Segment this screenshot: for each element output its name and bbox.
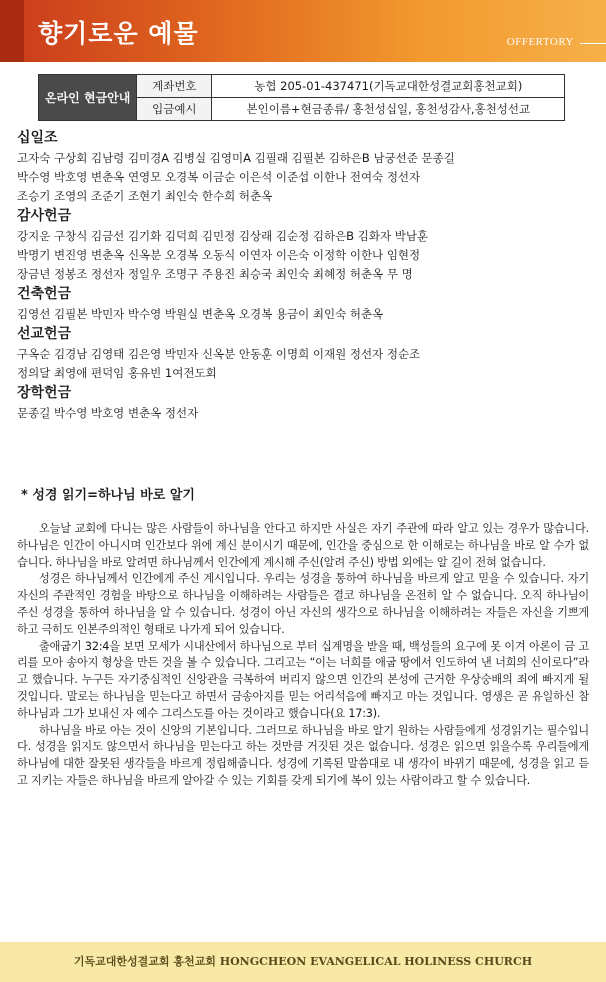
section-mission	[17, 324, 597, 382]
donor-line: 조승기 조영의 조준기 조현기 최인숙 한수희 허춘옥	[17, 189, 273, 203]
article-paragraph: 성경은 하나님께서 인간에게 주신 계시입니다. 우리는 성경을 통하여 하나님을 바르게 알고 믿을 수 있습니다. 자기 자신의 주관적인 경험을 바탕으로 하나님을 이해하려는 사람들은 결코 하나님을 온전히 알 수 없습니다. 오직 하나님이 주신 성경을 통하여 하나님을 알 수 있습니다. 성경이 아닌 자신의 생각으로 하나님을 이해하려는 자들은 자신을 기쁘게 하고 극히도 인본주의적인 형태로 나가게 되어 있습니다.	[17, 572, 589, 636]
page-title-english: OFFERTORY	[506, 36, 574, 48]
offering-sections	[17, 128, 597, 423]
account-number-label: 계좌번호	[137, 75, 212, 98]
church-name-footer: 기독교대한성결교회 홍천교회 HONGCHEON EVANGELICAL HOLINESS CHURCH	[73, 955, 533, 968]
donor-line: 문종길 박수영 박호영 변춘옥 정선자	[17, 406, 199, 420]
donor-line: 박명기 변진영 변춘옥 신옥분 오경복 오동식 이연자 이은숙 이정학 이한나 임현정	[17, 248, 421, 262]
article-paragraph: 출애굽기 32:4을 보면 모세가 시내산에서 하나님으로 부터 십계명을 받을 때, 백성들의 요구에 못 이겨 아론이 금 고리를 모아 송아지 형상을 만든 것을 볼 수 있습니다. 그리고는 “이는 너희를 애굽 땅에서 인도하여 낸 너희의 신이로다”라고 했습니다. 누구든 자기중심적인 신앙관을 극복하여 버리지 않으면 인간의 본성에 근거한 우상숭배의 죄에 빠지게 될 것입니다. 말로는 하나님을 믿는다고 하면서 금송아지를 믿는 어리석음에 빠지고 마는 것입니다. 영생은 곧 유일하신 참 하나님과 그가 보내신 자 예수 그리스도를 아는 것이라고 했습니다(요 17:3).	[17, 639, 589, 720]
section-scholarship	[17, 383, 597, 422]
online-offering-info-table	[38, 74, 565, 121]
donor-line: 정의달 최영애 편덕임 홍유빈 1여전도회	[17, 366, 217, 380]
section-thanksgiving	[17, 206, 597, 283]
article-paragraph: 하나님을 바로 아는 것이 신앙의 기본입니다. 그러므로 하나님을 바로 알기 원하는 사람들에게 성경읽기는 필수입니다. 성경을 읽지도 않으면서 하나님을 믿는다고 하는 것만큼 거짓된 것은 없습니다. 성경은 읽으면 읽을수록 우리들에게 하나님에 대한 잘못된 생각들을 바르게 정립해줍니다. 성경에 기록된 말씀대로 내 생각이 바뀌기 때문에, 성경을 읽고 듣고 지키는 자들은 하나님을 바르게 알아갈 수 있는 기회를 갖게 되기에 복이 있는 사람이라고 할 수 있습니다.	[17, 723, 589, 787]
deposit-example-label: 입금예시	[137, 98, 212, 121]
section-title: 건축헌금	[17, 286, 72, 302]
section-building	[17, 284, 597, 323]
section-title: 십일조	[17, 130, 58, 146]
donor-line: 고자숙 구상회 김남령 김미경A 김병실 김영미A 김필래 김필본 김하은B 남궁선준 문종길	[17, 151, 455, 165]
section-tithe	[17, 128, 597, 205]
header-accent-stripe	[0, 0, 24, 62]
donor-line: 박수영 박호영 변춘옥 연영모 오경복 이금순 이은석 이준섭 이한나 전여숙 정선자	[17, 170, 421, 184]
article-title: * 성경 읽기=하나님 바로 알기	[21, 488, 195, 503]
section-title: 감사헌금	[17, 208, 72, 224]
section-title: 장학헌금	[17, 385, 72, 401]
article-paragraph: 오늘날 교회에 다니는 많은 사람들이 하나님을 안다고 하지만 사실은 자기 주관에 따라 알고 있는 경우가 많습니다. 하나님은 인간이 아니시며 인간보다 위에 계신 분이시기 때문에, 인간을 중심으로 한 이해로는 하나님을 바로 알 수가 없습니다. 하나님을 바로 알려면 하나님께서 인간에게 계시해 주신(알려 주신) 방법 외에는 알 길이 전혀 없습니다.	[17, 522, 589, 569]
bible-reading-article	[17, 484, 589, 790]
page-footer	[0, 942, 606, 982]
page-title: 향기로운 예물	[38, 19, 199, 48]
section-title: 선교헌금	[17, 326, 72, 342]
donor-line: 구옥순 김경남 김영태 김은영 박민자 신옥분 안동훈 이명희 이재원 정선자 정순조	[17, 347, 421, 361]
page-header	[0, 0, 606, 62]
account-number-value: 농협 205-01-437471(기독교대한성결교회홍천교회)	[212, 75, 565, 98]
donor-line: 장금년 정봉조 정선자 정일우 조명구 주용진 최승국 최인숙 최혜정 허춘옥 무 명	[17, 267, 413, 281]
donor-line: 김영선 김필본 박민자 박수영 박원실 변춘옥 오경복 용금이 최인숙 허춘옥	[17, 307, 384, 321]
deposit-example-text: 본인이름+현금종류/ 홍천성십일, 홍천성감사,홍천성선교	[246, 102, 531, 116]
article-body	[17, 521, 589, 790]
online-offering-label: 온라인 현금안내	[39, 75, 137, 121]
donor-line: 강지운 구창식 김금선 김기화 김덕희 김민정 김상래 김순정 김하은B 김화자 박남훈	[17, 229, 429, 243]
deposit-example-value	[212, 98, 565, 121]
